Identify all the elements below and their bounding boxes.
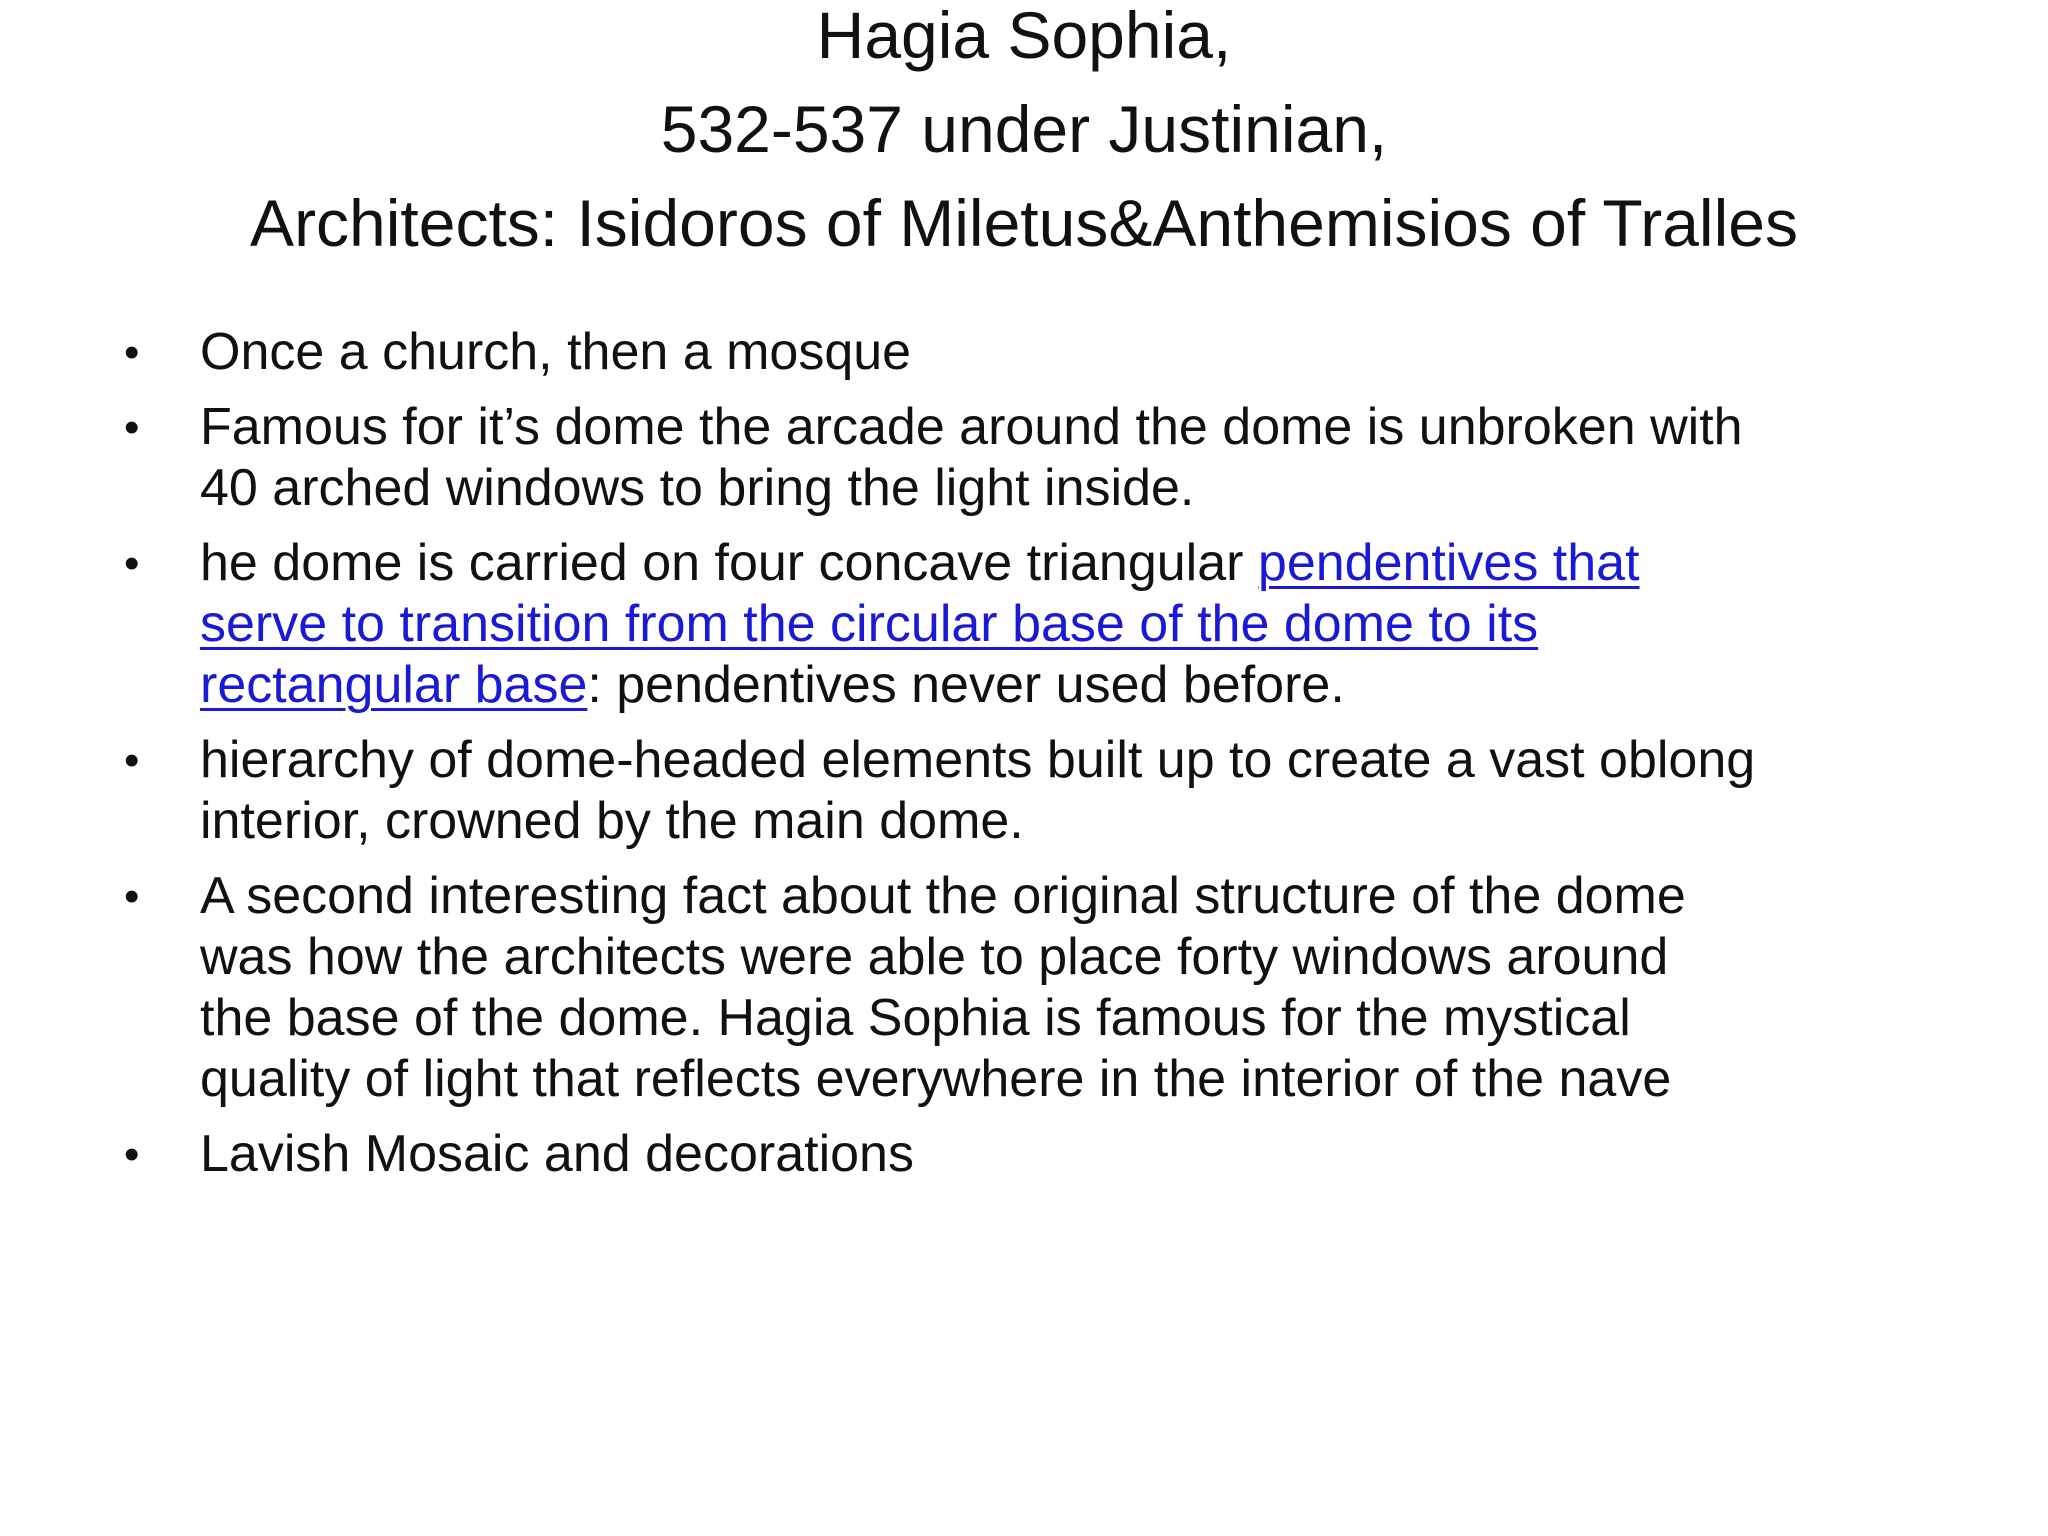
bullet-text: quality of light that reflects everywhere in the interior of the nave — [200, 1050, 1672, 1108]
bullet-item — [120, 397, 1980, 519]
title-line: 532-537 under Justinian, — [660, 92, 1388, 166]
bullet-item — [120, 322, 1980, 383]
bullet-dot: • — [124, 403, 140, 452]
bullet-text: Once a church, then a mosque — [200, 323, 912, 381]
bullet-item — [120, 866, 1980, 1110]
bullet-text: Lavish Mosaic and decorations — [200, 1125, 914, 1183]
bullet-item — [120, 1124, 1980, 1185]
bullet-text: the base of the dome. Hagia Sophia is famous for the mystical — [200, 989, 1631, 1047]
bullet-list — [120, 322, 1980, 1199]
pendentives-link[interactable]: rectangular base — [200, 656, 588, 714]
title-line: Architects: Isidoros of Miletus&Anthemisios of Tralles — [250, 186, 1798, 260]
bullet-dot: • — [124, 736, 140, 785]
bullet-dot: • — [124, 872, 140, 921]
bullet-text: : pendentives never used before. — [587, 656, 1345, 714]
bullet-item — [120, 730, 1980, 852]
bullet-dot: • — [124, 1130, 140, 1179]
bullet-line — [200, 594, 1980, 655]
slide-title — [0, 0, 2048, 270]
bullet-text: he dome is carried on four concave triangular — [200, 534, 1258, 592]
bullet-text: Famous for it’s dome the arcade around the dome is unbroken with — [200, 398, 1743, 456]
bullet-text: hierarchy of dome-headed elements built up to create a vast oblong — [200, 731, 1756, 789]
pendentives-link[interactable]: serve to transition from the circular base of the dome to its — [200, 595, 1539, 653]
title-line: Hagia Sophia, — [816, 0, 1232, 72]
bullet-text: was how the architects were able to place forty windows around — [200, 928, 1669, 986]
bullet-text: interior, crowned by the main dome. — [200, 792, 1024, 850]
bullet-item — [120, 533, 1980, 716]
bullet-text: 40 arched windows to bring the light inside. — [200, 459, 1195, 517]
bullet-line — [200, 655, 1980, 716]
bullet-dot: • — [124, 539, 140, 588]
bullet-text: A second interesting fact about the original structure of the dome — [200, 867, 1686, 925]
bullet-line — [200, 533, 1980, 594]
pendentives-link[interactable]: pendentives that — [1257, 534, 1640, 592]
bullet-dot: • — [124, 328, 140, 377]
